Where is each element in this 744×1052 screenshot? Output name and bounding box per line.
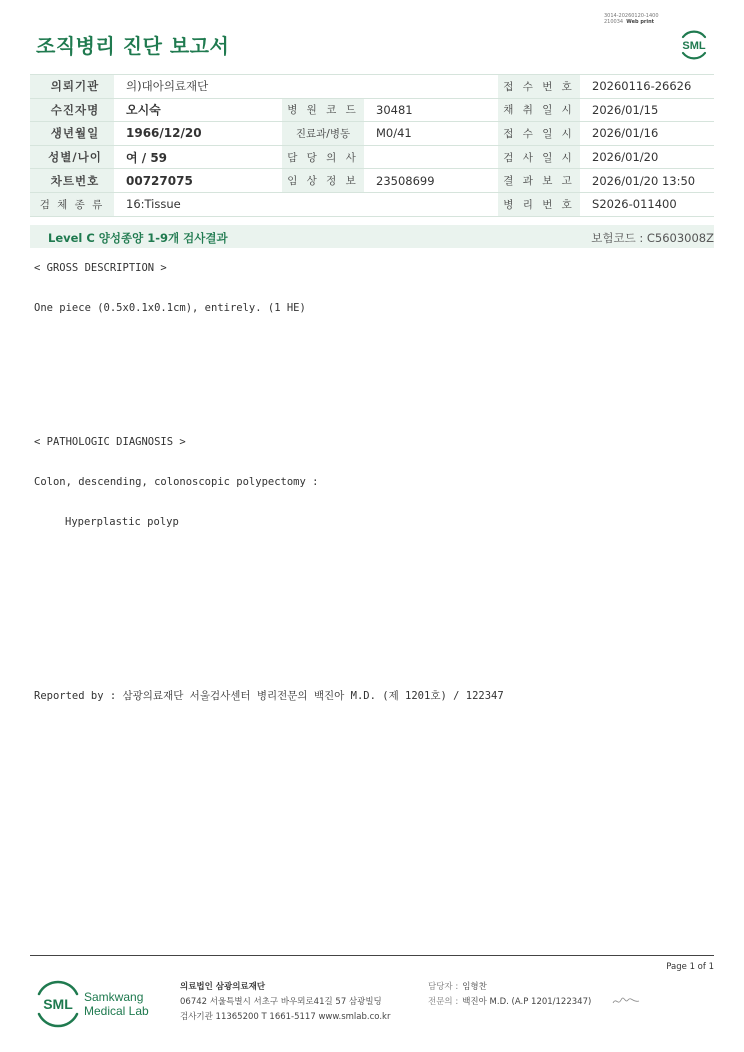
footer-staff — [428, 980, 591, 1010]
diagnosis-site: Colon, descending, colonoscopic polypectomy : — [34, 476, 319, 488]
label-receipt-date: 접 수 일 시 — [498, 122, 580, 146]
value-birth-date: 1966/12/20 — [114, 122, 282, 146]
value-collection-date: 2026/01/15 — [580, 98, 714, 122]
test-level-label: Level C 양성종양 1-9개 검사결과 — [48, 231, 228, 245]
value-test-date: 2026/01/20 — [580, 145, 714, 169]
label-accession-no: 접 수 번 호 — [498, 75, 580, 99]
contact-line: 검사기관 11365200 T 1661-5117 www.smlab.co.kr — [180, 1012, 391, 1022]
value-requesting-org: 의)대아의료재단 — [114, 75, 498, 99]
print-code2: 210034 — [604, 19, 624, 25]
value-specimen-type: 16:Tissue — [114, 192, 498, 216]
logo-mark: SML — [43, 996, 73, 1012]
value-sex-age: 여 / 59 — [114, 145, 282, 169]
label-collection-date: 채 취 일 시 — [498, 98, 580, 122]
label-test-date: 검 사 일 시 — [498, 145, 580, 169]
label-physician: 담 당 의 사 — [282, 145, 364, 169]
diagnosis-result: Hyperplastic polyp — [65, 516, 179, 528]
value-hospital-code: 30481 — [364, 98, 498, 122]
info-row — [30, 98, 714, 122]
specialist-value: 백진아 M.D. (A.P 1201/122347) — [462, 997, 592, 1007]
label-department-ward: 진료과/병동 — [282, 122, 364, 146]
address-line: 06742 서울특별시 서초구 바우뫼로41길 57 삼광빌딩 — [180, 997, 382, 1007]
label-sex-age: 성별/나이 — [30, 145, 114, 169]
pathologic-diagnosis-header: < PATHOLOGIC DIAGNOSIS > — [34, 436, 186, 448]
web-print-label: Web print — [626, 19, 655, 25]
logo-name-line2: Medical Lab — [84, 1004, 149, 1018]
value-department-ward: M0/41 — [364, 122, 498, 146]
value-receipt-date: 2026/01/16 — [580, 122, 714, 146]
label-clinical-info: 임 상 정 보 — [282, 169, 364, 193]
label-requesting-org: 의뢰기관 — [30, 75, 114, 99]
value-result-report: 2026/01/20 13:50 — [580, 169, 714, 193]
value-accession-no: 20260116-26626 — [580, 75, 714, 99]
footer-address — [180, 980, 390, 1025]
value-chart-no: 00727075 — [114, 169, 282, 193]
staff-value: 임형찬 — [462, 982, 487, 992]
web-print-stamp — [604, 13, 659, 25]
value-physician — [364, 145, 498, 169]
logo-name-line1: Samkwang — [84, 990, 144, 1004]
value-clinical-info: 23508699 — [364, 169, 498, 193]
staff-label: 담당자 : — [428, 982, 459, 992]
info-row — [30, 75, 714, 99]
label-patient-name: 수진자명 — [30, 98, 114, 122]
gross-description-header: < GROSS DESCRIPTION > — [34, 262, 167, 274]
insurance-code: 보험코드 : C5603008Z — [591, 231, 714, 245]
value-patient-name: 오시숙 — [114, 98, 282, 122]
signature-icon — [612, 994, 640, 1008]
sml-logo-text: SML — [682, 40, 706, 52]
info-row — [30, 169, 714, 193]
samkwang-logo — [36, 980, 156, 1028]
report-title: 조직병리 진단 보고서 — [36, 34, 230, 58]
page-number: Page 1 of 1 — [666, 962, 714, 972]
info-row — [30, 122, 714, 146]
label-hospital-code: 병 원 코 드 — [282, 98, 364, 122]
label-result-report: 결 과 보 고 — [498, 169, 580, 193]
sml-logo-icon — [676, 26, 712, 62]
label-birth-date: 생년월일 — [30, 122, 114, 146]
label-chart-no: 차트번호 — [30, 169, 114, 193]
specialist-label: 전문의 : — [428, 997, 459, 1007]
label-specimen-type: 검 체 종 류 — [30, 192, 114, 216]
reported-by: Reported by : 삼광의료재단 서울검사센터 병리전문의 백진아 M.D. (제 1201호) / 122347 — [34, 690, 504, 702]
print-code: 3014-20260120-1400 — [604, 13, 659, 19]
gross-description-text: One piece (0.5x0.1x0.1cm), entirely. (1 HE) — [34, 302, 306, 314]
org-name: 의료법인 삼광의료재단 — [180, 982, 266, 992]
footer-divider — [30, 955, 714, 956]
label-pathology-no: 병 리 번 호 — [498, 192, 580, 216]
info-row — [30, 145, 714, 169]
patient-info-table — [30, 74, 714, 217]
info-row — [30, 192, 714, 216]
value-pathology-no: S2026-011400 — [580, 192, 714, 216]
